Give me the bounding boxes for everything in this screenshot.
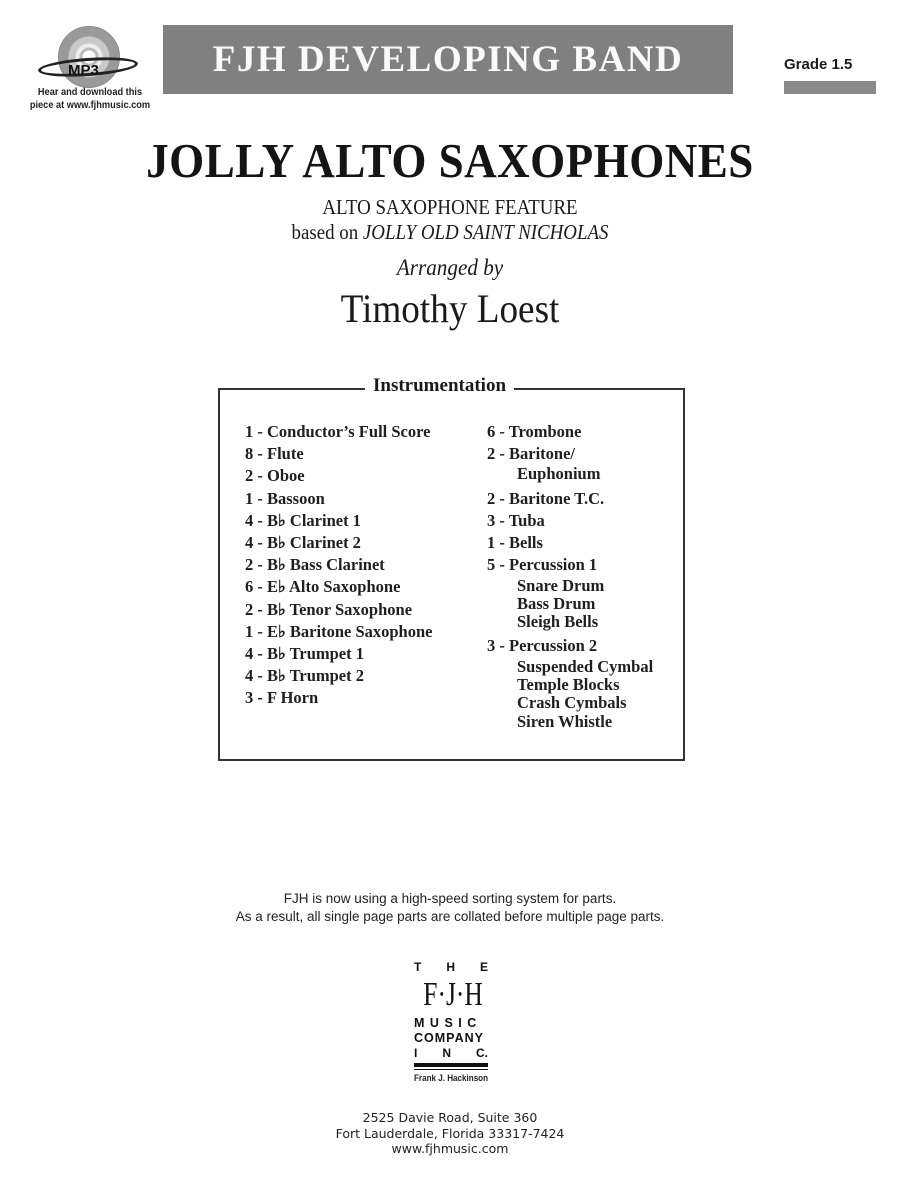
logo-company: COMPANY <box>414 1031 484 1045</box>
instrument-part: 1 - E♭ Baritone Saxophone <box>245 621 433 641</box>
mp3-download-badge <box>20 18 160 113</box>
instrument-part: 6 - Trombone <box>487 422 582 441</box>
instrument-part: 4 - B♭ Trumpet 2 <box>245 666 365 686</box>
based-on-work: JOLLY OLD SAINT NICHOLAS <box>362 220 609 244</box>
fjh-publisher-logo <box>414 960 488 1084</box>
percussion-instrument: Siren Whistle <box>517 711 613 731</box>
mp3-caption-line2: piece at www.fjhmusic.com <box>29 99 151 111</box>
instrument-part: 4 - B♭ Clarinet 2 <box>245 533 361 553</box>
instrument-part: 1 - Bassoon <box>245 488 325 508</box>
instrument-part: 3 - Percussion 2 <box>487 636 598 656</box>
logo-rule-thick <box>414 1063 488 1067</box>
percussion-instrument: Suspended Cymbal <box>517 656 654 676</box>
instrument-part: 1 - Bells <box>487 533 543 553</box>
arranger-name: Timothy Loest <box>340 286 560 331</box>
instrument-part: 2 - B♭ Bass Clarinet <box>245 555 385 575</box>
instrument-part-continuation: Euphonium <box>517 464 601 484</box>
instrument-part: 2 - Oboe <box>245 466 305 486</box>
mp3-label: MP3 <box>68 62 99 79</box>
instrument-part: 1 - Conductor’s Full Score <box>245 422 431 441</box>
grade-bar <box>784 81 876 94</box>
grade-label: Grade 1.5 <box>784 56 853 73</box>
arranged-by-label: Arranged by <box>396 255 504 280</box>
address-street: 2525 Davie Road, Suite 360 <box>362 1110 538 1125</box>
logo-the: T H E <box>414 960 488 974</box>
notice-line2: As a result, all single page parts are collated before multiple page parts. <box>235 908 665 924</box>
piece-title: JOLLY ALTO SAXOPHONES <box>146 133 754 188</box>
logo-signature: Frank J. Hackinson <box>414 1073 489 1084</box>
instrument-part: 8 - Flute <box>245 444 304 464</box>
based-on-line <box>45 220 855 245</box>
mp3-caption-line1: Hear and download this <box>37 86 143 98</box>
notice-line1: FJH is now using a high-speed sorting system for parts. <box>283 891 617 906</box>
percussion-instrument: Temple Blocks <box>517 674 620 694</box>
percussion-instrument: Snare Drum <box>517 575 605 595</box>
mp3-caption <box>28 86 151 112</box>
series-name: FJH DEVELOPING BAND <box>212 39 684 80</box>
series-banner <box>163 25 733 94</box>
instrument-part: 6 - E♭ Alto Saxophone <box>245 577 401 597</box>
instrument-part: 2 - Baritone T.C. <box>487 488 605 508</box>
percussion-instrument: Crash Cymbals <box>517 693 627 713</box>
instrument-part: 5 - Percussion 1 <box>487 555 598 575</box>
instrument-part: 3 - F Horn <box>245 688 319 708</box>
percussion-instrument: Bass Drum <box>517 593 596 613</box>
piece-subtitle: ALTO SAXOPHONE FEATURE <box>322 195 578 219</box>
logo-music: MUSIC <box>414 1016 482 1030</box>
publisher-address <box>0 1110 900 1157</box>
instrumentation-heading: Instrumentation <box>365 375 514 397</box>
percussion-instrument: Sleigh Bells <box>517 612 599 632</box>
instrumentation-left-column <box>245 421 432 710</box>
logo-rule-thin <box>414 1069 488 1070</box>
instrument-part: 4 - B♭ Trumpet 1 <box>245 644 365 664</box>
address-city: Fort Lauderdale, Florida 33317-7424 <box>335 1125 565 1141</box>
instrument-part: 2 - Baritone/ <box>487 444 575 464</box>
logo-inc: I N C. <box>414 1046 488 1060</box>
based-on-prefix: based on <box>291 220 363 244</box>
sorting-notice <box>0 890 900 925</box>
instrumentation-right-column <box>487 421 653 735</box>
instrument-part: 2 - B♭ Tenor Saxophone <box>245 599 413 619</box>
instrument-part: 4 - B♭ Clarinet 1 <box>245 510 361 530</box>
address-website[interactable]: www.fjhmusic.com <box>391 1141 509 1156</box>
logo-initials: F · J · H <box>423 976 483 1013</box>
instrument-part: 3 - Tuba <box>487 510 545 530</box>
